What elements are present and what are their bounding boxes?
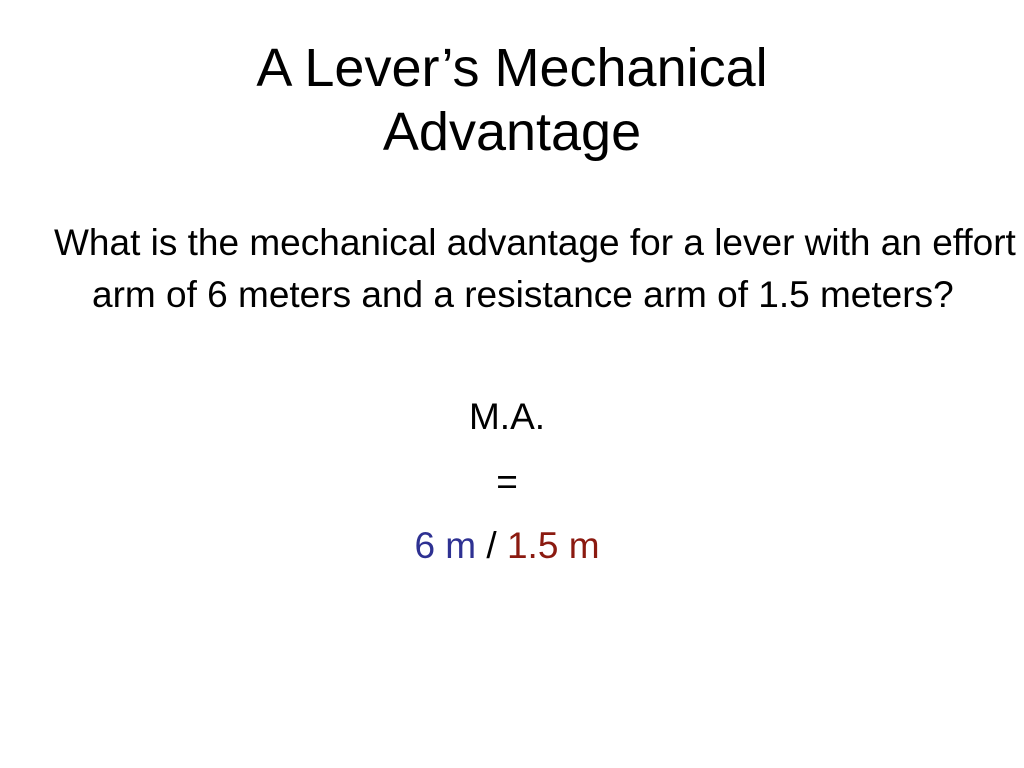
slide-title (0, 36, 1024, 164)
division-slash: / (476, 525, 507, 566)
title-line-2: Advantage (382, 102, 642, 162)
question-text: What is the mechanical advantage for a lever with an effort arm of 6 meters and a resistance arm of 1.5 meters? (54, 222, 1016, 315)
ma-label: M.A. (468, 396, 546, 437)
equals-sign: = (496, 461, 518, 502)
calculation (0, 524, 1014, 568)
effort-arm-value: 6 m (414, 525, 477, 566)
title-line-1: A Lever’s Mechanical (256, 38, 768, 98)
resistance-arm-value: 1.5 m (506, 525, 600, 566)
